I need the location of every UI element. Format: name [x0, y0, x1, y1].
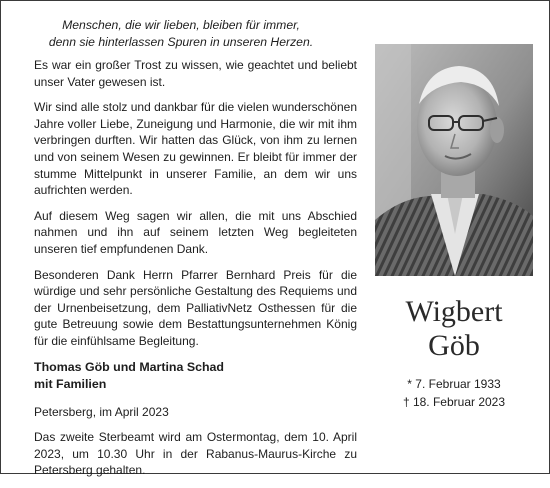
signers-line-1: Thomas Göb und Martina Schad [34, 359, 225, 374]
deceased-name [373, 295, 535, 363]
notice-text-column [34, 57, 357, 488]
death-date: † 18. Februar 2023 [402, 395, 506, 409]
paragraph-gratitude: Es war ein großer Trost zu wissen, wie geachtet und beliebt unser Vater gewesen ist. [34, 58, 357, 89]
last-name: Göb [428, 329, 480, 362]
paragraph-thanks: Auf diesem Weg sagen wir allen, die mit uns Abschied nahmen und ihn auf seinem letzten Weg begleiteten unseren tief empfundenen Dank. [34, 208, 357, 256]
birth-date: * 7. Februar 1933 [407, 377, 501, 391]
first-name: Wigbert [405, 295, 503, 328]
place-date: Petersberg, im April 2023 [34, 404, 169, 419]
motto-line-1: Menschen, die wir lieben, bleiben für immer, [62, 18, 300, 32]
motto-quote [23, 17, 339, 50]
portrait-image [375, 44, 533, 276]
paragraph-special-thanks: Besonderen Dank Herrn Pfarrer Bernhard Preis für die würdige und sehr persönliche Gestaltung des Requiems und der Urnenbeisetzung, dem PalliativNetz Osthessen für die gute Betreuung sowie dem Bestattungsunternehmen König für die einfühlsame Begleitung. [34, 267, 357, 348]
life-dates [373, 375, 535, 411]
signers-line-2: mit Familien [34, 376, 107, 391]
paragraph-memories: Wir sind alle stolz und dankbar für die vielen wunderschönen Jahre voller Liebe, Zuneigung und Harmonie, die wir mit ihm verbringen durften. Wir hatten das Glück, von ihm zu lernen und von seinem Wesen zu gewinnen. Er bleibt für immer der stumme Mittelpunkt in unserer Familie, an dem wir uns aufrichten werden. [34, 100, 357, 198]
signers [34, 359, 357, 393]
portrait-photo [375, 44, 533, 276]
service-note: Das zweite Sterbeamt wird am Ostermontag, dem 10. April 2023, um 10.30 Uhr in der Rabanus-Maurus-Kirche zu Petersberg gehalten. [34, 430, 357, 478]
motto-line-2: denn sie hinterlassen Spuren in unseren Herzen. [48, 34, 314, 49]
